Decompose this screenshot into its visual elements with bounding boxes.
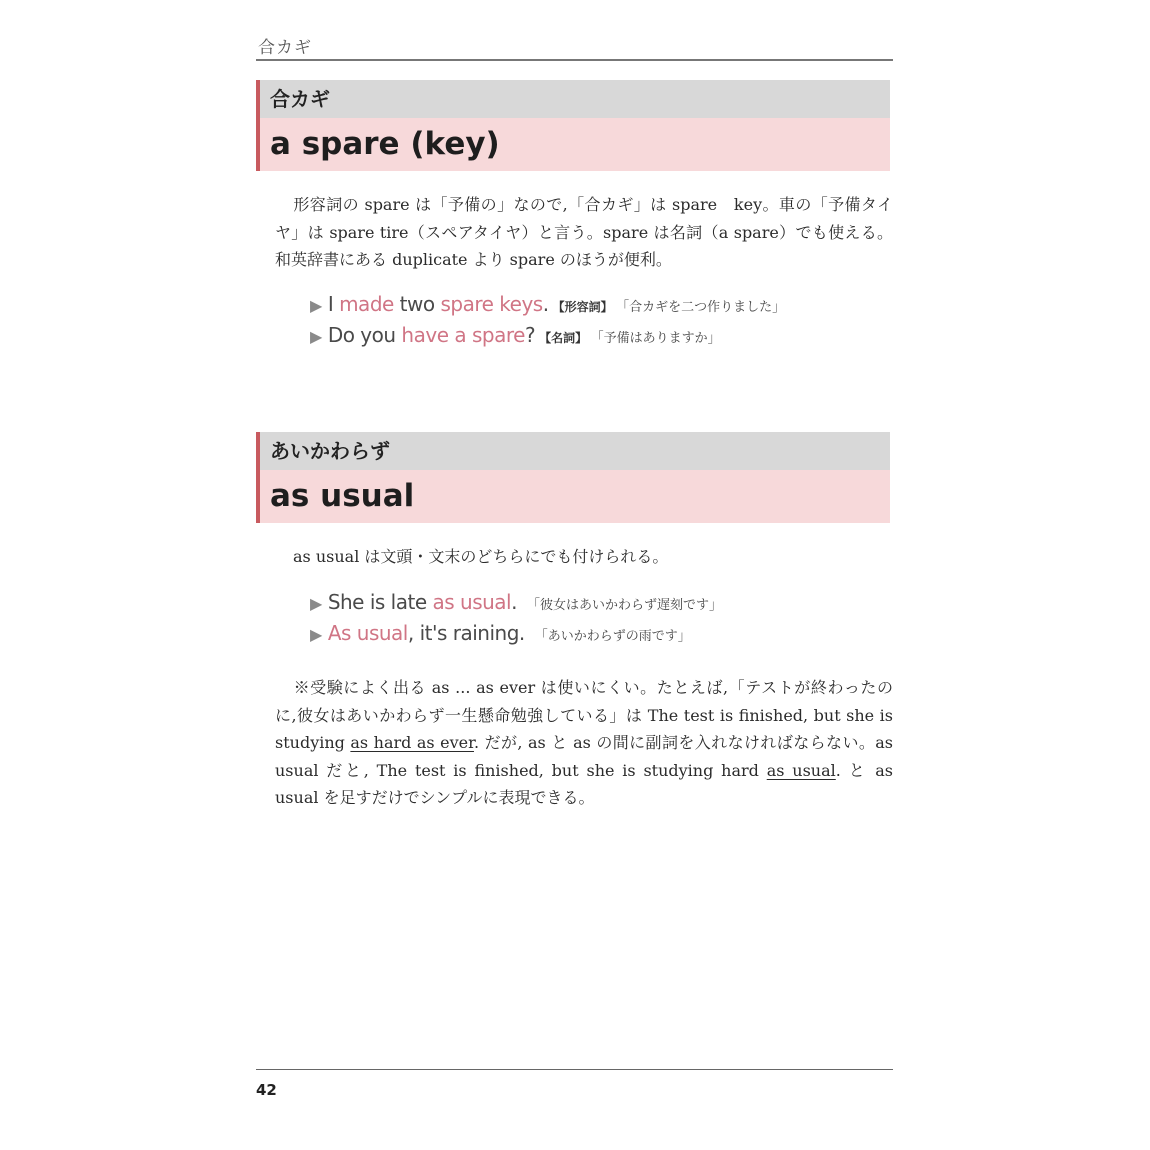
entry-heading-japanese: あいかわらず (260, 432, 890, 470)
entry-heading-japanese: 合カギ (260, 80, 890, 118)
part-of-speech-tag: 【名詞】 (539, 331, 588, 345)
entry-heading-as-usual (256, 432, 890, 523)
example-text: , it's raining. (407, 621, 525, 645)
triangle-bullet-icon: ▶ (310, 296, 322, 315)
example-translation: 「彼女はあいかわらず遅刻です」 (526, 598, 722, 613)
example-translation: 「予備はありますか」 (597, 331, 721, 346)
example-highlight: made (339, 292, 394, 316)
footer-divider (256, 1069, 893, 1070)
example-text: I (327, 292, 340, 316)
example-text: Do you (327, 323, 402, 347)
example-text: She is late (327, 590, 433, 614)
example-sentence (310, 619, 691, 647)
example-highlight: spare keys (440, 292, 543, 316)
note-underlined-phrase: as usual (766, 760, 836, 780)
example-highlight: have a spare (401, 323, 525, 347)
triangle-bullet-icon: ▶ (310, 327, 322, 346)
entry-heading-english: a spare (key) (260, 118, 890, 171)
note-underlined-phrase: as hard as ever (350, 733, 474, 752)
example-text: . (511, 590, 517, 614)
entry-heading-english: as usual (260, 470, 890, 523)
example-text: ? (524, 323, 536, 347)
entry-heading-spare-key (256, 80, 890, 171)
triangle-bullet-icon: ▶ (310, 625, 322, 644)
part-of-speech-tag: 【形容詞】 (552, 300, 613, 314)
explanation-text: 形容詞の spare は「予備の」なので,「合カギ」は spare key。車の「予備タイヤ」は spare tire（スペアタイヤ）と言う。spare は名詞（a spare）でも使える。和英辞書にある duplicate より spare のほうが便利。 (275, 195, 893, 269)
running-head: 合カギ (258, 38, 312, 58)
entry-explanation (275, 543, 893, 571)
example-text: two (393, 292, 441, 316)
note-text: . と as usual を足すだけでシンプルに表現できる。 (275, 760, 893, 807)
example-translation: 「合カギを二つ作りました」 (622, 300, 786, 315)
triangle-bullet-icon: ▶ (310, 594, 322, 613)
header-divider (256, 59, 893, 61)
page-number: 42 (256, 1081, 277, 1099)
example-text: . (542, 292, 549, 316)
note-text: ※受験によく出る as ... as ever は使いにくい。たとえば,「テストが終わったのに,彼女はあいかわらず一生懸命勉強している」は The test is finished, but she is studying (275, 678, 893, 752)
usage-note (275, 674, 893, 812)
example-highlight: as usual (432, 590, 512, 614)
example-highlight: As usual (327, 621, 408, 645)
entry-explanation (275, 191, 893, 274)
example-translation: 「あいかわらずの雨です」 (534, 629, 691, 644)
example-sentence (310, 321, 721, 349)
example-sentence (310, 290, 785, 318)
explanation-text: as usual は文頭・文末のどちらにでも付けられる。 (293, 547, 669, 566)
note-text: . だが, as と as の間に副詞を入れなければならない。as usual だと, The test is finished, but she is studying hard (275, 733, 894, 780)
example-sentence (310, 588, 722, 616)
